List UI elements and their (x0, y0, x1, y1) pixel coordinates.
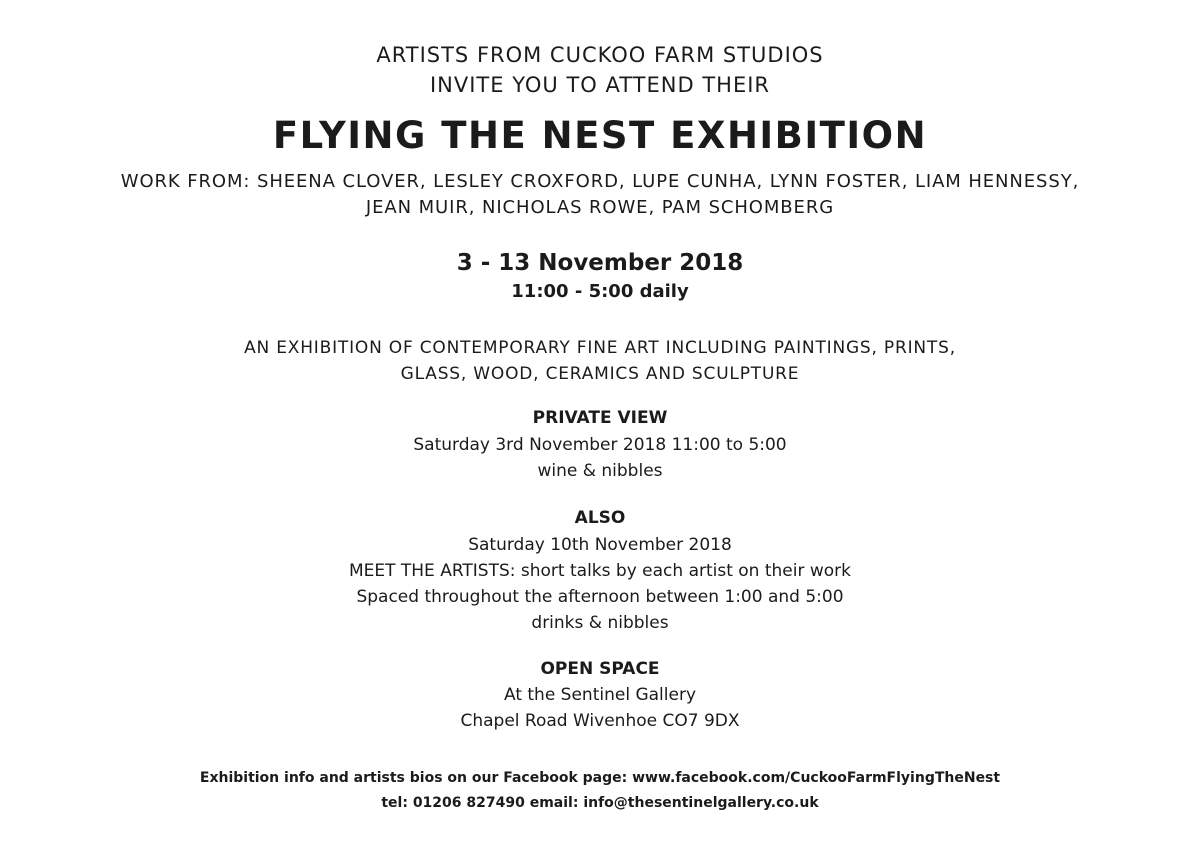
private-view-line-2: wine & nibbles (537, 461, 663, 481)
exhibition-dates: 3 - 13 November 2018 (456, 250, 744, 276)
also-line-3: Spaced throughout the afternoon between 1:00 and 5:00 (356, 587, 844, 607)
private-view-heading: PRIVATE VIEW (532, 408, 668, 428)
footer-facebook-line: Exhibition info and artists bios on our Facebook page: www.facebook.com/CuckooFarmFlyingTheNest (199, 770, 1001, 786)
intro-line-2: INVITE YOU TO ATTEND THEIR (429, 73, 771, 97)
description-line-1: AN EXHIBITION OF CONTEMPORARY FINE ART INCLUDING PAINTINGS, PRINTS, (244, 338, 956, 358)
description-line-2: GLASS, WOOD, CERAMICS AND SCULPTURE (400, 364, 800, 384)
exhibition-hours: 11:00 - 5:00 daily (511, 281, 689, 302)
also-line-1: Saturday 10th November 2018 (468, 535, 732, 555)
open-space-line-1: At the Sentinel Gallery (503, 685, 697, 705)
intro-line-1: ARTISTS FROM CUCKOO FARM STUDIOS (376, 43, 824, 67)
artists-line-2: JEAN MUIR, NICHOLAS ROWE, PAM SCHOMBERG (365, 197, 835, 218)
also-line-4: drinks & nibbles (531, 613, 669, 633)
open-space-heading: OPEN SPACE (540, 659, 660, 679)
footer-contact-line: tel: 01206 827490 email: info@thesentinelgallery.co.uk (381, 795, 819, 811)
open-space-line-2: Chapel Road Wivenhoe CO7 9DX (460, 711, 740, 731)
artists-line-1: WORK FROM: SHEENA CLOVER, LESLEY CROXFORD, LUPE CUNHA, LYNN FOSTER, LIAM HENNESSY, (120, 171, 1080, 192)
exhibition-title: FLYING THE NEST EXHIBITION (272, 114, 928, 157)
also-line-2: MEET THE ARTISTS: short talks by each artist on their work (348, 561, 852, 581)
also-heading: ALSO (574, 508, 626, 528)
private-view-line-1: Saturday 3rd November 2018 11:00 to 5:00 (413, 435, 787, 455)
